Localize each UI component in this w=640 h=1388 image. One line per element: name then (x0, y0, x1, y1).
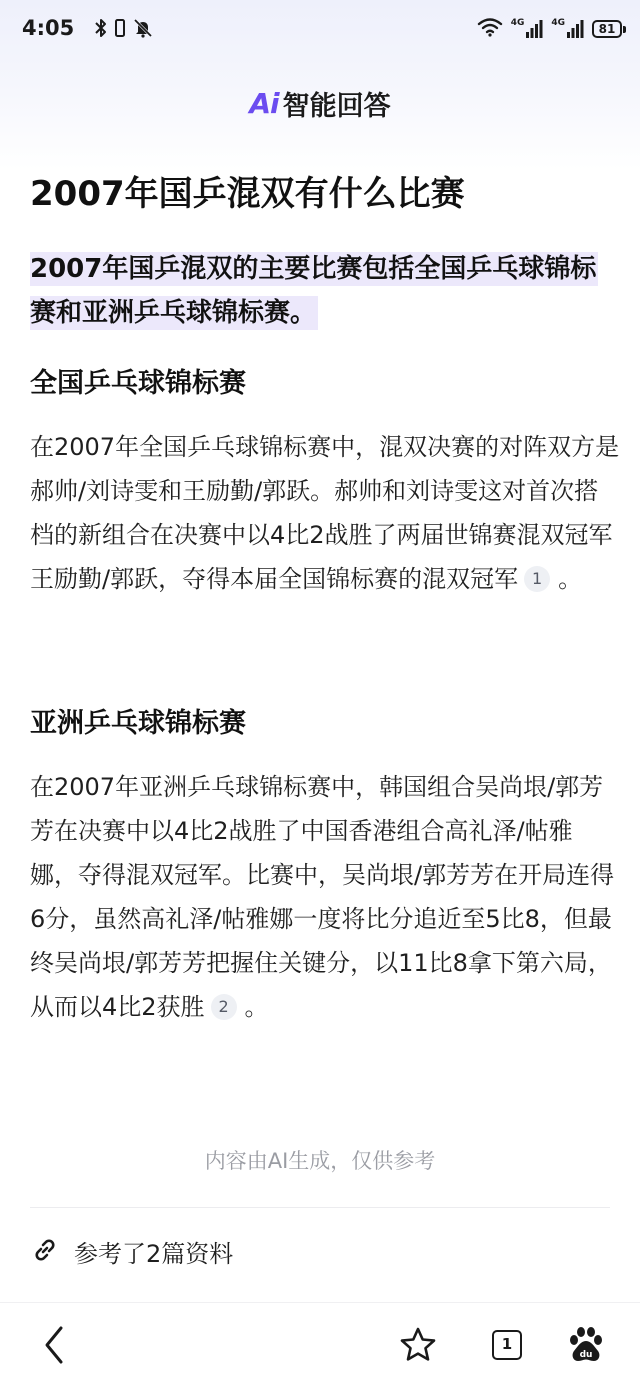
network-type-label: 4G (510, 18, 525, 28)
section-text: 在2007年亚洲乒乓球锦标赛中，韩国组合吴尚垠/郭芳芳在决赛中以4比2战胜了中国香港组合高礼泽/帖雅娜，夺得混双冠军。比赛中，吴尚垠/郭芳芳在开局连得6分，虽然高礼泽/帖雅娜一度将比分追近至5比8，但最终吴尚垠/郭芳芳把握住关键分，以11比8拿下第六局，从而以4比2获胜 (30, 773, 615, 1021)
bottom-navigation (0, 1302, 640, 1388)
status-bar (0, 0, 640, 60)
star-icon (399, 1326, 437, 1364)
signal-bars-icon (525, 19, 543, 39)
tab-count: 1 (492, 1330, 522, 1360)
section-body-national (30, 425, 620, 601)
summary-highlight: 2007年国乒混双的主要比赛包括全国乒乓球锦标赛和亚洲乒乓球锦标赛。 (30, 254, 597, 328)
brand-title: 智能回答 (282, 91, 391, 122)
battery-indicator (592, 20, 626, 38)
references-label: 参考了2篇资料 (74, 1240, 234, 1268)
wifi-icon (477, 17, 503, 41)
section-heading-asian: 亚洲乒乓球锦标赛 (30, 708, 246, 739)
signal-strength-1 (511, 19, 544, 39)
tabs-button[interactable] (487, 1325, 527, 1365)
vibrate-icon (113, 18, 127, 42)
baidu-home-button[interactable] (566, 1325, 606, 1365)
question-title: 2007年国乒混双有什么比赛 (30, 174, 465, 214)
section-body-asian (30, 765, 620, 1029)
ai-disclaimer: 内容由AI生成，仅供参考 (204, 1149, 436, 1173)
citation-badge[interactable]: 2 (211, 994, 237, 1020)
status-left-icons (95, 18, 153, 42)
ai-logo: Ai (249, 87, 279, 120)
answer-summary (30, 247, 620, 335)
svg-text:du: du (579, 1350, 593, 1360)
sentence-end: 。 (244, 993, 269, 1021)
divider (30, 1207, 610, 1208)
brand-header (0, 84, 640, 123)
back-arrow-icon (42, 1325, 66, 1365)
back-button[interactable] (34, 1325, 74, 1365)
status-time: 4:05 (22, 16, 75, 40)
favorite-button[interactable] (398, 1325, 438, 1365)
signal-bars-icon (566, 19, 584, 39)
references-row[interactable] (30, 1234, 233, 1269)
battery-tip (623, 26, 626, 33)
baidu-paw-icon (567, 1326, 605, 1364)
section-text: 在2007年全国乒乓球锦标赛中，混双决赛的对阵双方是郝帅/刘诗雯和王励勤/郭跃。郝帅和刘诗雯这对首次搭档的新组合在决赛中以4比2战胜了两届世锦赛混双冠军王励勤/郭跃，夺得本届全国锦标赛的混双冠军 (30, 433, 620, 593)
sentence-end: 。 (558, 565, 583, 593)
signal-strength-2 (551, 19, 584, 39)
bluetooth-icon (95, 18, 107, 42)
network-type-label: 4G (551, 18, 565, 28)
section-heading-national: 全国乒乓球锦标赛 (30, 368, 246, 399)
citation-badge[interactable]: 1 (524, 566, 550, 592)
status-right-icons (477, 17, 626, 41)
battery-level: 81 (592, 20, 622, 38)
link-icon (30, 1235, 60, 1269)
mute-bell-icon (133, 18, 153, 42)
